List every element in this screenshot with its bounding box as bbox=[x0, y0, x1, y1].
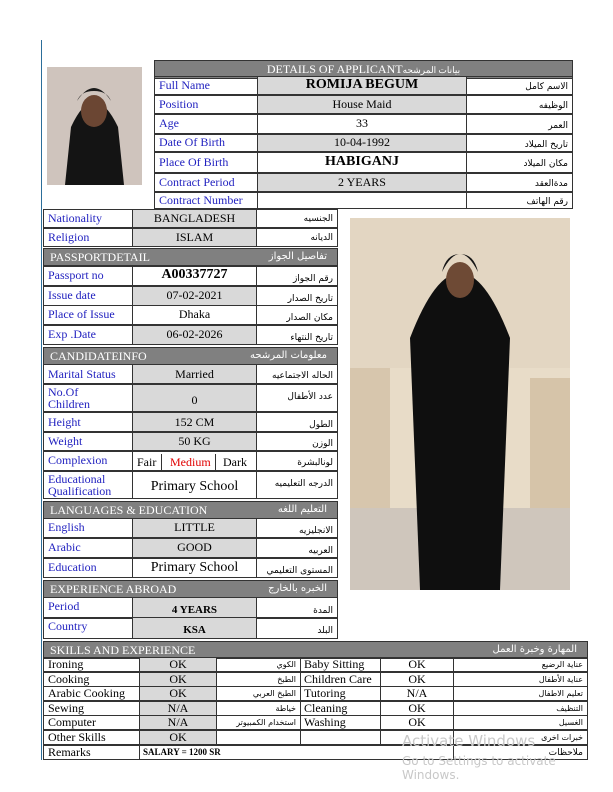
languages-section-header bbox=[43, 501, 338, 519]
activate-windows-watermark: Activate Windows bbox=[402, 732, 536, 750]
passport-header-ar: تفاصيل الجواز bbox=[268, 251, 327, 262]
languages-header-ar: التعليم اللغه bbox=[277, 504, 327, 515]
complexion-options bbox=[132, 451, 257, 471]
skill-ar-right: تعليم الاطفال bbox=[453, 686, 588, 701]
remarks-label: Remarks bbox=[43, 745, 140, 760]
passport-ar: رقم الجواز bbox=[256, 266, 338, 286]
applicant-label: Contract Number bbox=[154, 192, 258, 209]
education-qual-ar: الدرجه التعليميه bbox=[256, 471, 338, 499]
children-label-line1: No.Of bbox=[48, 385, 79, 399]
skill-value: OK bbox=[139, 686, 217, 701]
skill-ar-right: عناية الرضيع bbox=[453, 657, 588, 672]
language-ar: العربيه bbox=[256, 538, 338, 558]
skill-value-right: OK bbox=[380, 715, 454, 730]
religion-ar: الديانه bbox=[256, 228, 338, 247]
skill-ar bbox=[216, 730, 301, 745]
experience-section-header bbox=[43, 580, 338, 598]
applicant-value: 2 YEARS bbox=[257, 173, 467, 192]
skill-ar-right: عناية الأطفال bbox=[453, 672, 588, 687]
skill-label: Arabic Cooking bbox=[43, 686, 140, 701]
marital-value: Married bbox=[132, 364, 257, 384]
height-ar: الطول bbox=[256, 412, 338, 432]
applicant-value: 33 bbox=[257, 114, 467, 134]
applicant-ar: تاريخ الميلاد bbox=[466, 134, 573, 152]
applicant-photo-small bbox=[47, 67, 142, 185]
activate-windows-hint: Go to Settings to activate Windows. bbox=[402, 754, 556, 782]
skill-value: N/A bbox=[139, 715, 217, 730]
nationality-value: BANGLADESH bbox=[132, 209, 257, 228]
skill-label: Cooking bbox=[43, 672, 140, 687]
passport-label: Passport no bbox=[43, 266, 133, 286]
language-label: Arabic bbox=[43, 538, 133, 558]
skill-label-right: Washing bbox=[300, 715, 381, 730]
applicant-header-en: DETAILS OF APPLICANT bbox=[266, 62, 403, 76]
languages-header-en: LANGUAGES & EDUCATION bbox=[50, 503, 208, 517]
applicant-value bbox=[257, 192, 467, 209]
applicant-label: Date Of Birth bbox=[154, 134, 258, 152]
language-value: Primary School bbox=[132, 558, 257, 578]
skill-label: Sewing bbox=[43, 701, 140, 716]
experience-header-en: EXPERIENCE ABROAD bbox=[50, 582, 177, 596]
skill-label: Computer bbox=[43, 715, 140, 730]
language-value: GOOD bbox=[132, 538, 257, 558]
marital-ar: الحاله الاجتماعيه bbox=[256, 364, 338, 384]
applicant-label: Contract Period bbox=[154, 173, 258, 192]
applicant-photo-full bbox=[350, 218, 570, 590]
skill-value: N/A bbox=[139, 701, 217, 716]
children-label bbox=[43, 384, 133, 412]
complexion-label: Complexion bbox=[43, 451, 133, 471]
passport-header-en: PASSPORTDETAIL bbox=[50, 250, 150, 264]
height-value: 152 CM bbox=[132, 412, 257, 432]
language-label: Education bbox=[43, 558, 133, 578]
passport-value: A00337727 bbox=[132, 266, 257, 286]
experience-ar: البلد bbox=[256, 617, 338, 639]
weight-value: 50 KG bbox=[132, 432, 257, 451]
education-qual-label bbox=[43, 471, 133, 499]
candidate-header-en: CANDIDATEINFO bbox=[50, 349, 147, 363]
applicant-label: Place Of Birth bbox=[154, 152, 258, 173]
applicant-ar: الوظيفه bbox=[466, 95, 573, 114]
candidate-header-ar: معلومات المرشحه bbox=[250, 350, 327, 361]
nationality-ar: الجنسيه bbox=[256, 209, 338, 228]
passport-ar: تاريخ النتهاء bbox=[256, 325, 338, 345]
remarks-ar: ملاحظات bbox=[453, 745, 588, 760]
skill-value: OK bbox=[139, 730, 217, 745]
passport-value: Dhaka bbox=[132, 305, 257, 325]
passport-value: 06-02-2026 bbox=[132, 325, 257, 345]
skill-ar: استخدام الكمبيوتر bbox=[216, 715, 301, 730]
skill-label: Ironing bbox=[43, 657, 140, 672]
skill-label: Other Skills bbox=[43, 730, 140, 745]
skill-ar-right: خبرات اخرى bbox=[453, 730, 588, 745]
applicant-ar: العمر bbox=[466, 114, 573, 134]
experience-label: Country bbox=[43, 617, 133, 639]
applicant-ar: رقم الهاتف bbox=[466, 192, 573, 209]
height-label: Height bbox=[43, 412, 133, 432]
skill-label-right: Tutoring bbox=[300, 686, 381, 701]
education-qual-label-line2: Qualification bbox=[48, 484, 112, 498]
weight-ar: الوزن bbox=[256, 432, 338, 451]
skill-value-right: OK bbox=[380, 657, 454, 672]
language-value: LITTLE bbox=[132, 518, 257, 538]
language-label: English bbox=[43, 518, 133, 538]
children-ar: عدد الأطفال bbox=[256, 384, 338, 412]
education-qual-label-line1: Educational bbox=[48, 472, 106, 486]
applicant-ar: الاسم كامل bbox=[466, 76, 573, 95]
skill-label-right: Cleaning bbox=[300, 701, 381, 716]
experience-value: 4 YEARS bbox=[132, 597, 257, 619]
skill-value-right: OK bbox=[380, 672, 454, 687]
complexion-ar: لونالبشرة bbox=[256, 451, 338, 471]
skill-ar: الطبخ bbox=[216, 672, 301, 687]
skill-ar-right: التنظيف bbox=[453, 701, 588, 716]
applicant-label: Age bbox=[154, 114, 258, 134]
skill-value-right: N/A bbox=[380, 686, 454, 701]
complexion-option-fair: Fair bbox=[137, 455, 157, 469]
skill-label-right: Children Care bbox=[300, 672, 381, 687]
skills-header-ar: المهارة وخبرة العمل bbox=[492, 644, 577, 655]
candidate-section-header bbox=[43, 347, 338, 365]
passport-value: 07-02-2021 bbox=[132, 286, 257, 306]
experience-label: Period bbox=[43, 597, 133, 619]
skill-ar-right: الغسيل bbox=[453, 715, 588, 730]
marital-label: Marital Status bbox=[43, 364, 133, 384]
skills-header-en: SKILLS AND EXPERIENCE bbox=[50, 643, 196, 657]
skill-value: OK bbox=[139, 657, 217, 672]
experience-ar: المدة bbox=[256, 597, 338, 619]
complexion-option-medium: Medium bbox=[170, 455, 211, 469]
applicant-label: Full Name bbox=[154, 76, 258, 95]
language-ar: المستوى التعليمي bbox=[256, 558, 338, 578]
remarks-value: SALARY = 1200 SR bbox=[139, 745, 454, 760]
education-qual-value: Primary School bbox=[132, 471, 257, 499]
passport-label: Issue date bbox=[43, 286, 133, 306]
applicant-header-ar: بيانات المرشحه bbox=[402, 65, 461, 75]
applicant-ar: مدةالعقد bbox=[466, 173, 573, 192]
skill-label-right: Baby Sitting bbox=[300, 657, 381, 672]
passport-label: Place of Issue bbox=[43, 305, 133, 325]
applicant-value: ROMIJA BEGUM bbox=[257, 76, 467, 95]
skill-ar: الكوي bbox=[216, 657, 301, 672]
language-ar: الانجليزيه bbox=[256, 518, 338, 538]
page-guide-left bbox=[41, 40, 42, 760]
weight-label: Weight bbox=[43, 432, 133, 451]
applicant-value: HABIGANJ bbox=[257, 152, 467, 173]
skill-label-right bbox=[300, 730, 381, 745]
complexion-option-dark: Dark bbox=[223, 455, 247, 469]
children-label-line2: Children bbox=[48, 397, 90, 411]
religion-value: ISLAM bbox=[132, 228, 257, 247]
applicant-label: Position bbox=[154, 95, 258, 114]
skill-ar: خياطة bbox=[216, 701, 301, 716]
passport-section-header bbox=[43, 248, 338, 266]
skill-value: OK bbox=[139, 672, 217, 687]
children-value: 0 bbox=[132, 384, 257, 412]
experience-value: KSA bbox=[132, 617, 257, 639]
applicant-value: 10-04-1992 bbox=[257, 134, 467, 152]
experience-header-ar: الخبره بالخارج bbox=[268, 583, 327, 594]
skill-value-right: OK bbox=[380, 701, 454, 716]
passport-ar: تاريخ الصدار bbox=[256, 286, 338, 306]
skill-ar: الطبخ العربي bbox=[216, 686, 301, 701]
applicant-value: House Maid bbox=[257, 95, 467, 114]
applicant-ar: مكان الميلاد bbox=[466, 152, 573, 173]
passport-label: Exp .Date bbox=[43, 325, 133, 345]
religion-label: Religion bbox=[43, 228, 133, 247]
passport-ar: مكان الصدار bbox=[256, 305, 338, 325]
nationality-label: Nationality bbox=[43, 209, 133, 228]
